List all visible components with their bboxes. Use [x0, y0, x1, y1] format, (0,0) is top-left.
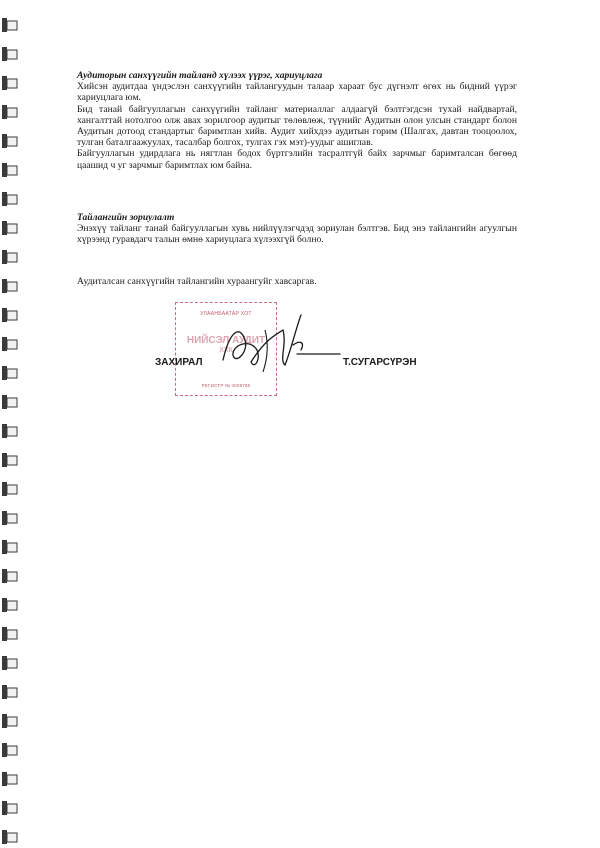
- handwritten-signature: [205, 310, 345, 380]
- binding-hole: [2, 192, 17, 206]
- binding-hole: [2, 76, 17, 90]
- report-purpose-section: [77, 212, 517, 246]
- binding-hole: [2, 511, 17, 525]
- closing-statement: Аудиталсан санхүүгийн тайлангийн хураангуйг хавсаргав.: [77, 276, 317, 287]
- binding-hole: [2, 279, 17, 293]
- binding-hole: [2, 221, 17, 235]
- signatory-role: ЗАХИРАЛ: [155, 357, 203, 368]
- auditor-responsibility-section: [77, 70, 517, 171]
- binding-hole: [2, 569, 17, 583]
- binding-hole: [2, 772, 17, 786]
- binding-hole: [2, 482, 17, 496]
- binding-hole: [2, 250, 17, 264]
- binding-hole: [2, 47, 17, 61]
- stamp-top-text: УЛААНБААТАР ХОТ: [200, 311, 252, 317]
- binding-hole: [2, 627, 17, 641]
- section-heading: Тайлангийн зориулалт: [77, 212, 175, 223]
- binding-hole: [2, 105, 17, 119]
- paragraph: Хийсэн аудитдаа үндэслэн санхүүгийн тайлангуудын талаар хараат бус дүгнэлт өгөх нь бидний үүрэг хариуцлага юм.: [77, 81, 517, 104]
- binding-hole: [2, 134, 17, 148]
- binding-hole: [2, 395, 17, 409]
- binding-hole: [2, 308, 17, 322]
- binding-hole: [2, 337, 17, 351]
- binding-hole: [2, 714, 17, 728]
- binding-hole: [2, 18, 17, 32]
- paragraph: Энэхүү тайланг танай байгууллагын хувь нийлүүлэгчдэд зориулан бэлтгэв. Бид энэ тайлангийн агуулгын хүрээнд гуравдагч талын өмнө хариуцлага хүлээхгүй болно.: [77, 223, 517, 246]
- binding-hole: [2, 801, 17, 815]
- stamp-company-type: ХХК: [219, 347, 233, 354]
- paragraph: Байгууллагын удирдлага нь нягтлан бодох бүртгэлийн тасралтгүй байх зарчмыг баримталсан бөгөөд цаашид ч уг зарчмыг баримтлах юм байна.: [77, 148, 517, 171]
- binding-hole: [2, 540, 17, 554]
- stamp-company-name: НИЙСЭЛ АУДИТ: [186, 335, 266, 346]
- binding-hole: [2, 366, 17, 380]
- section-heading: Аудиторын санхүүгийн тайланд хүлээх үүрэг, хариуцлага: [77, 70, 323, 81]
- binding-hole: [2, 830, 17, 844]
- binding-hole: [2, 685, 17, 699]
- binding-holes: [0, 0, 22, 848]
- binding-hole: [2, 163, 17, 177]
- stamp-bottom-text: РЕГИСТР № 4009785: [201, 383, 251, 388]
- binding-hole: [2, 743, 17, 757]
- binding-hole: [2, 453, 17, 467]
- binding-hole: [2, 424, 17, 438]
- paragraph: Бид танай байгууллагын санхүүгийн тайланг материаллаг алдаагүй бэлтгэгдсэн тухай найдвартай, хангалттай нотолгоо олж авах зорилгоор аудитыг төлөвлөж, түүнийг Аудитын олон улсын стандарт болон Аудитын дотоод стандартыг баримтлан хийв. Аудит хийхдээ аудитын горим (Шалгах, давтан тооцоолох, тулган баталгаажуулах, тасалбар болгох, тулгах гэх мэт)-уудыг ашиглав.: [77, 103, 517, 149]
- binding-hole: [2, 598, 17, 612]
- signatory-name: Т.СУГАРСҮРЭН: [343, 357, 417, 368]
- binding-hole: [2, 656, 17, 670]
